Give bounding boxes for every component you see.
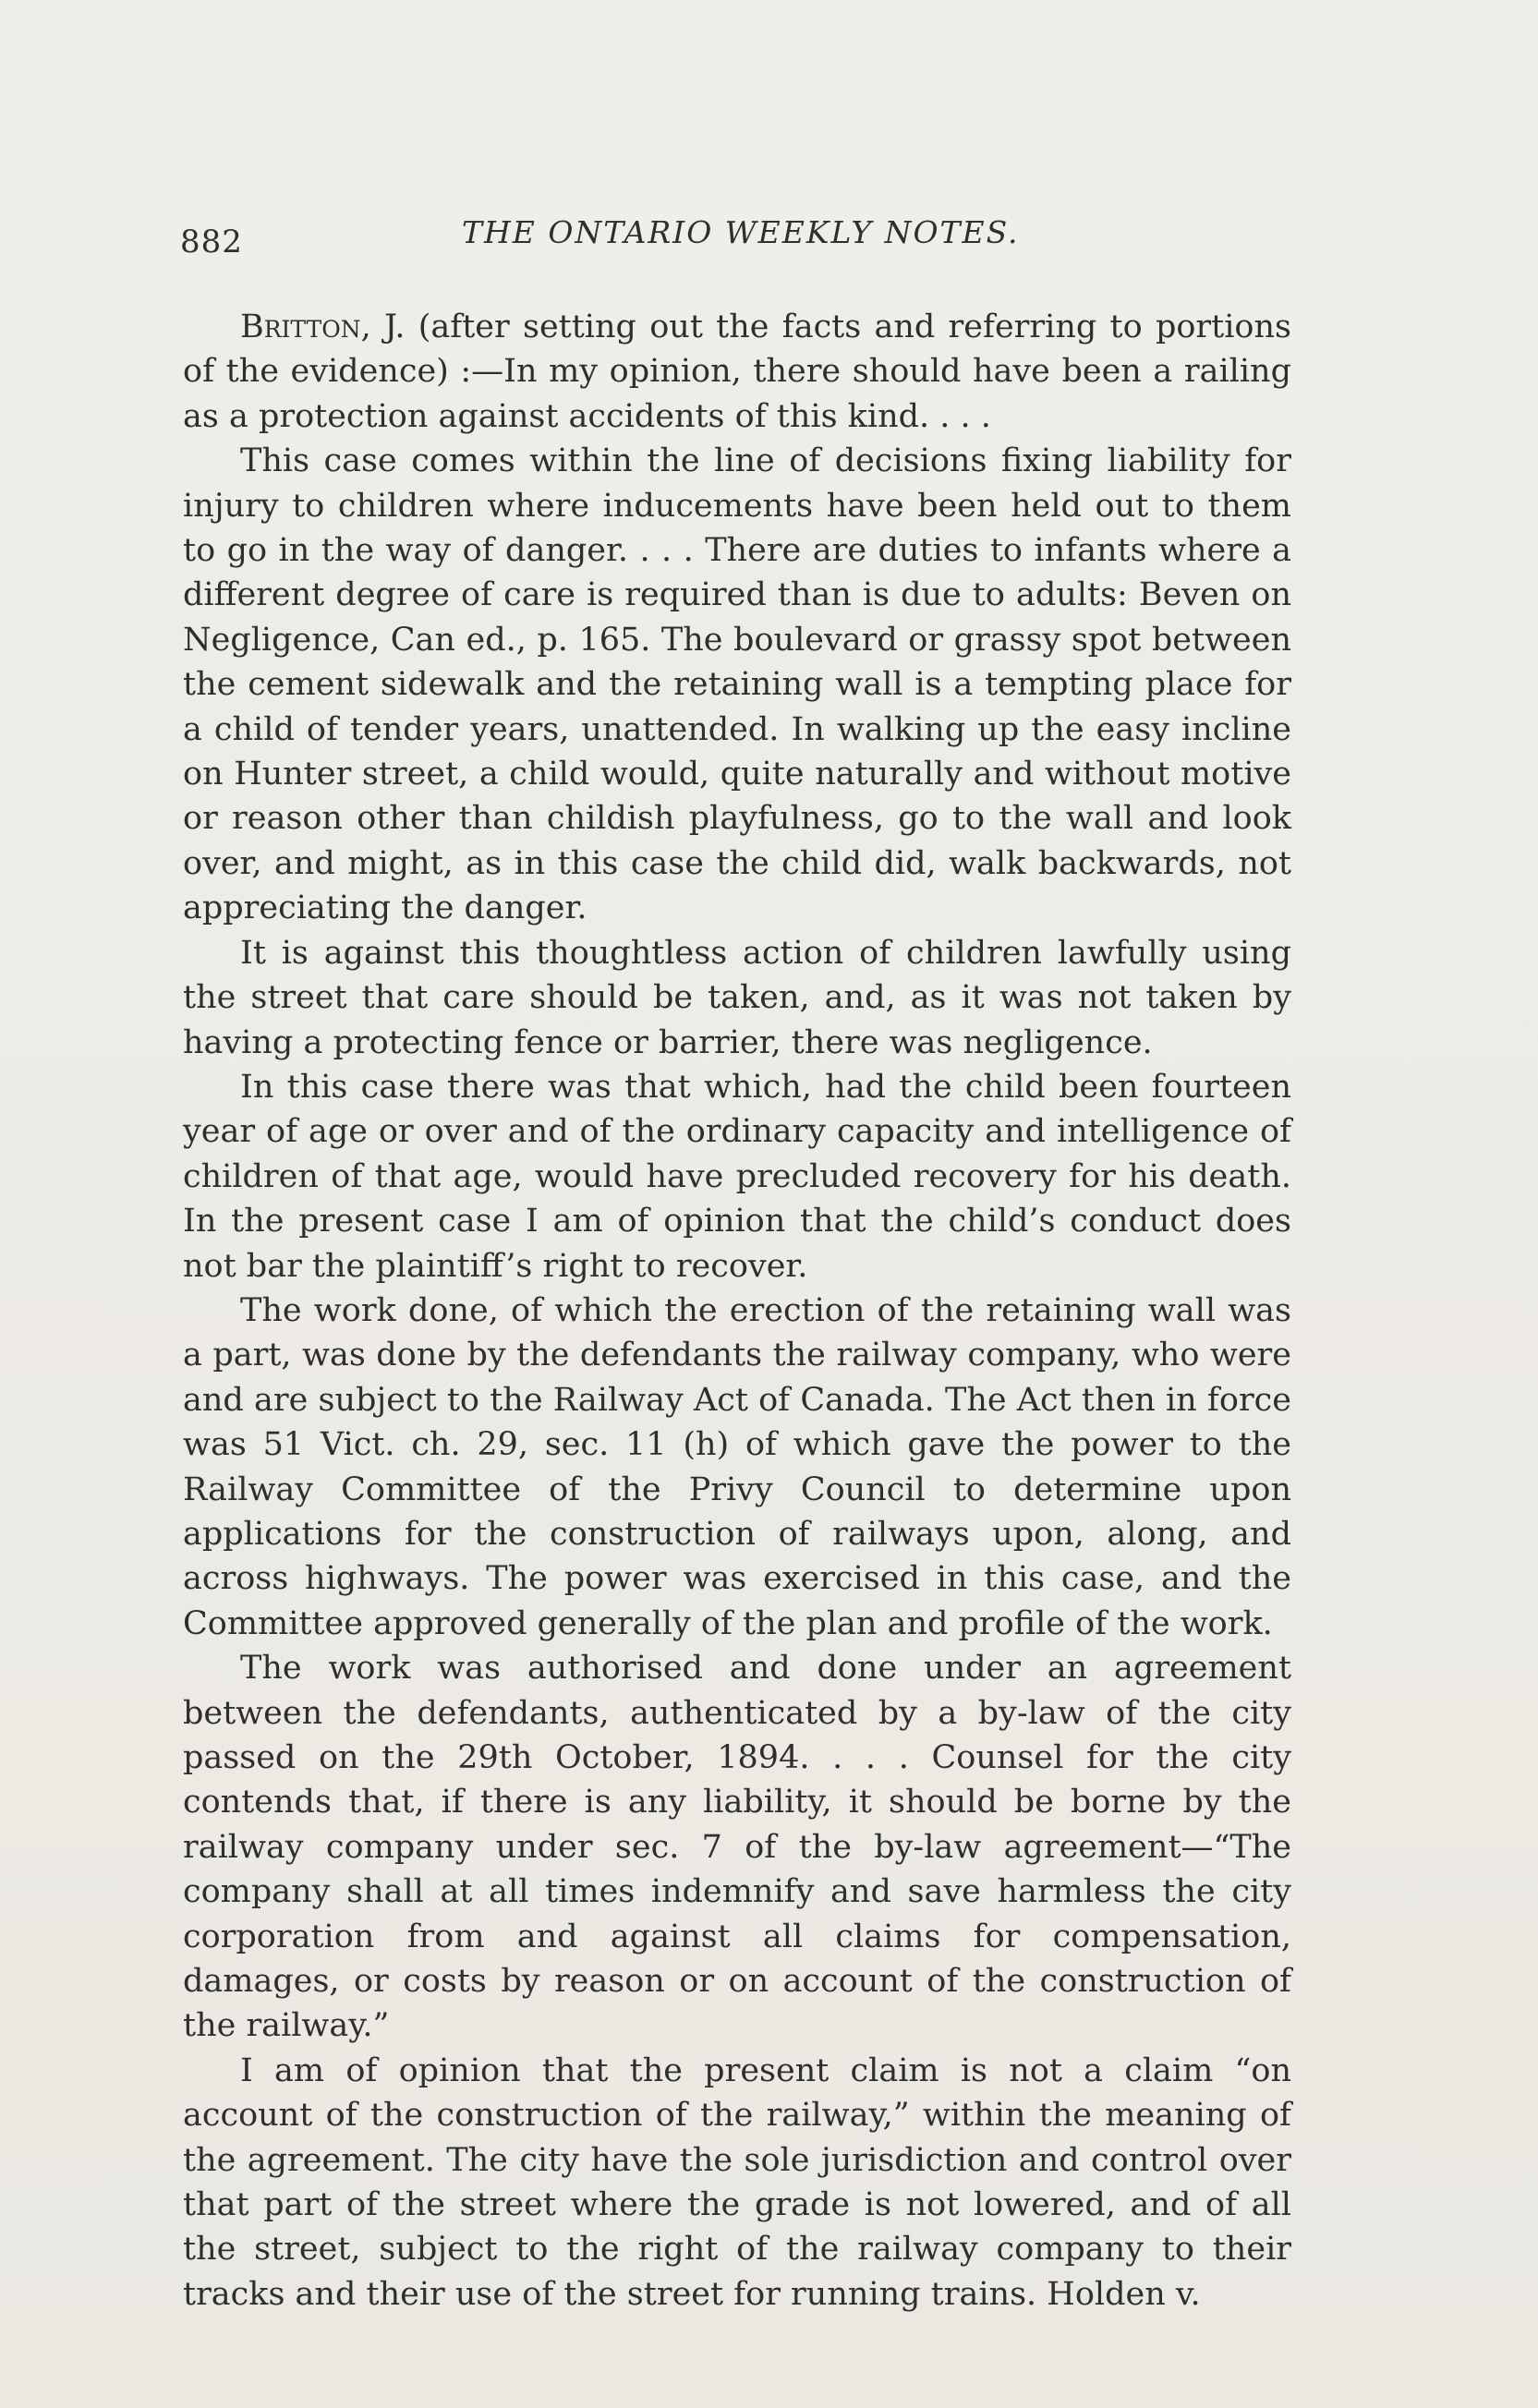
paragraph: It is against this thoughtless action of children lawfully using the street that care should be taken, and, as it was not taken by having a protecting fence or barrier, there was negligence. xyxy=(183,934,1291,1061)
paragraph: In this case there was that which, had the child been fourteen year of age or over and of the ordinary capacity and intelligence of children of that age, would have precluded recovery for his death. In the present case I am of opinion that the child’s conduct does not bar the plaintiff’s right to recover. xyxy=(183,1068,1291,1285)
body-text xyxy=(183,305,1291,2317)
paragraph-text: (after setting out the facts and referring to portions of the evidence) :—In my opinion, there should have been a railing as a protection against accidents of this kind. . . . xyxy=(183,309,1291,435)
page-number: 882 xyxy=(180,224,243,260)
paragraph: The work was authorised and done under an agreement between the defendants, authenticated by a by-law of the city passed on the 29th October, 1894. . . . Counsel for the city contends that, if there is any liability, it should be borne by the railway company under sec. 7 of the by-law agreement—“The company shall at all times indemnify and save harmless the city corporation from and against all claims for compensation, damages, or costs by reason or on account of the construction of the railway.” xyxy=(183,1650,1291,2045)
paragraph: This case comes within the line of decisions fixing liability for injury to children where inducements have been held out to them to go in the way of danger. . . . There are duties to infants where a different degree of care is required than is due to adults: Beven on Negligence, Can ed., p. 165. The boulevard or grassy spot between the cement sidewalk and the retaining wall is a tempting place for a child of tender years, unattended. In walking up the easy incline on Hunter street, a child would, quite naturally and without motive or reason other than childish playfulness, go to the wall and look over, and might, as in this case the child did, walk backwards, not appreciating the danger. xyxy=(183,442,1291,927)
judge-name: Britton, J. xyxy=(240,309,406,345)
paragraph: The work done, of which the erection of the retaining wall was a part, was done by the defendants the railway company, who were and are subject to the Railway Act of Canada. The Act then in force was 51 Vict. ch. 29, sec. 11 (h) of which gave the power to the Railway Committee of the Privy Council to determine upon applications for the construction of railways upon, along, and across highways. The power was exercised in this case, and the Committee approved generally of the plan and profile of the work. xyxy=(183,1291,1291,1642)
page-header xyxy=(180,214,1289,270)
paragraph xyxy=(183,305,1291,439)
paragraph: I am of opinion that the present claim is not a claim “on account of the construction of the railway,” within the meaning of the agreement. The city have the sole jurisdiction and control over that part of the street where the grade is not lowered, and of all the street, subject to the right of the railway company to their tracks and their use of the street for running trains. Holden v. xyxy=(183,2051,1291,2313)
running-title: THE ONTARIO WEEKLY NOTES. xyxy=(462,214,1020,250)
